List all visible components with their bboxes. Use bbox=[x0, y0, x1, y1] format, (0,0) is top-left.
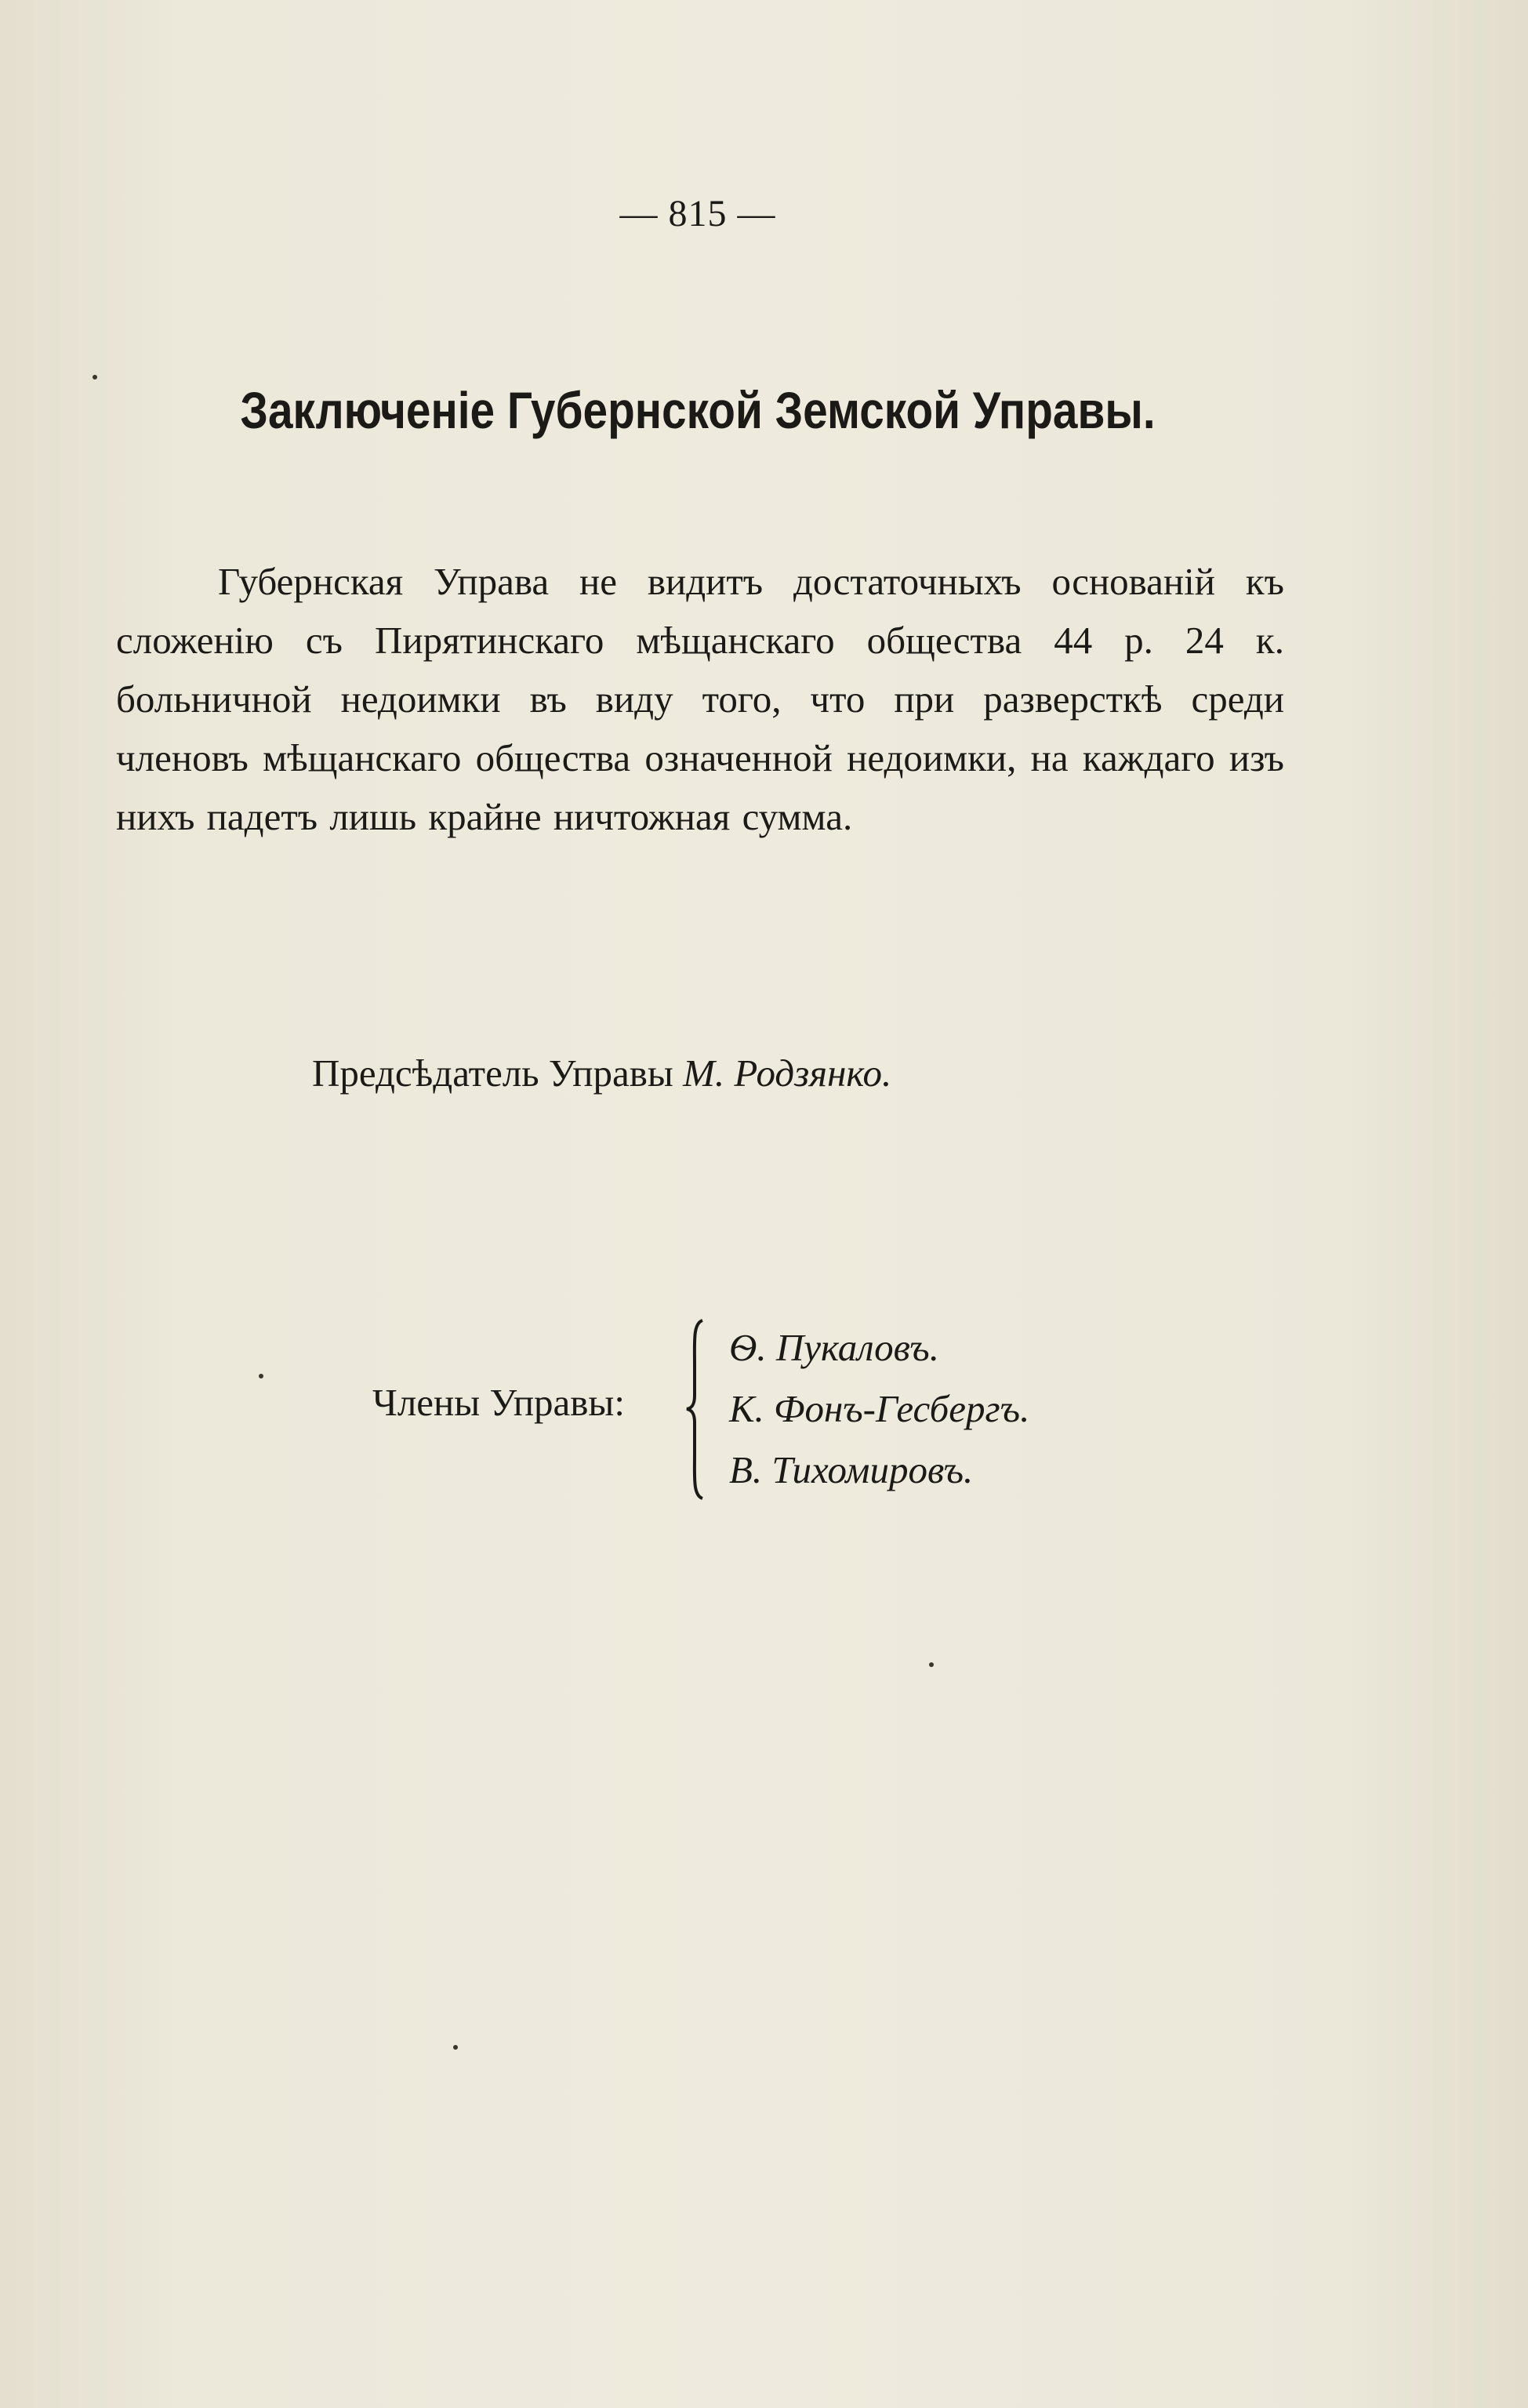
chairman-signature bbox=[312, 1051, 891, 1095]
ink-speck bbox=[453, 2045, 458, 2050]
members-brace bbox=[684, 1317, 707, 1502]
page-number: — 815 — bbox=[619, 193, 776, 234]
page-heading: Заключеніе Губернской Земской Управы. bbox=[240, 381, 1156, 439]
members-list bbox=[729, 1317, 1029, 1501]
ink-speck bbox=[929, 1662, 934, 1667]
member-name: К. Фонъ-Гесбергъ. bbox=[729, 1387, 1030, 1430]
members-label: Члены Управы: bbox=[372, 1381, 625, 1424]
ink-speck bbox=[259, 1374, 263, 1378]
chairman-title: Предсѣдатель Управы bbox=[312, 1051, 673, 1095]
member-name: Ѳ. Пукаловъ. bbox=[729, 1326, 939, 1369]
ink-speck bbox=[93, 375, 97, 380]
chairman-name: М. Родзянко. bbox=[683, 1051, 892, 1095]
body-paragraph: Губернская Управа не видитъ достаточныхъ основаній къ сложенію съ Пирятинскаго мѣщанскаго общества 44 р. 24 к. больничной недоимки въ виду того, что при разверсткѣ среди членовъ мѣщанскаго общества означенной недоимки, на каждаго изъ нихъ падетъ лишь крайне ничтожная сумма. bbox=[116, 560, 1284, 838]
member-name: В. Тихомировъ. bbox=[729, 1448, 974, 1491]
